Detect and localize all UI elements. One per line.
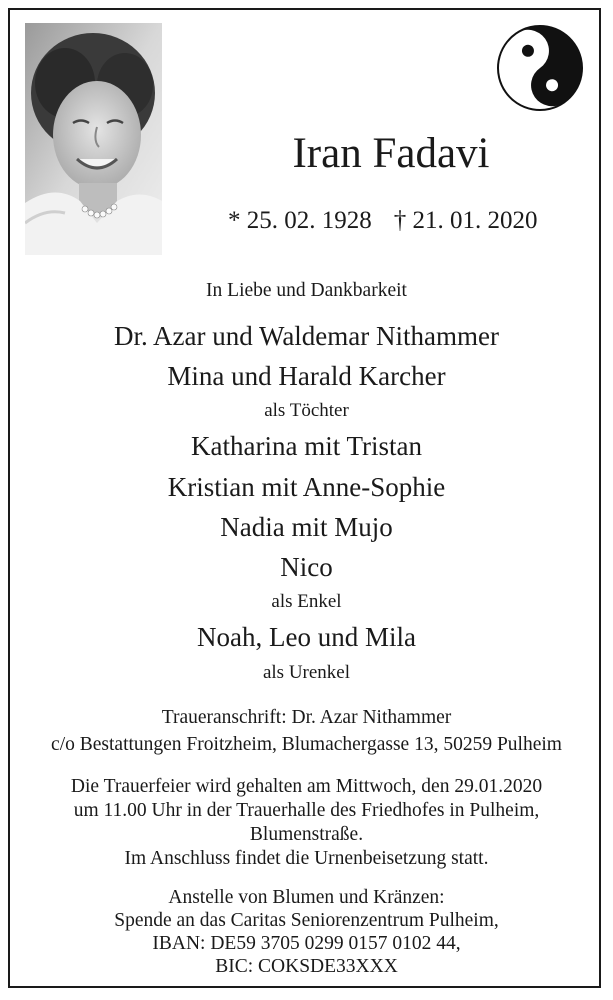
family-line: Kristian mit Anne-Sophie (167, 472, 446, 502)
family-line: Nico (280, 552, 333, 582)
family-line: Nadia mit Mujo (220, 512, 393, 542)
donation-line: Anstelle von Blumen und Kränzen: (168, 887, 445, 908)
ceremony-line: Blumenstraße. (249, 824, 364, 845)
family-line: Dr. Azar und Waldemar Nithammer (114, 321, 499, 351)
relation-label: als Enkel (271, 591, 342, 612)
intro-line: In Liebe und Dankbarkeit (206, 280, 407, 301)
ceremony-line: um 11.00 Uhr in der Trauerhalle des Friedhofes in Pulheim, (73, 800, 540, 821)
family-line: Katharina mit Tristan (191, 431, 422, 461)
deceased-name: Iran Fadavi (292, 130, 490, 177)
address-line: c/o Bestattungen Froitzheim, Blumachergasse 13, 50259 Pulheim (51, 734, 562, 755)
family-line: Mina und Harald Karcher (167, 361, 446, 391)
ceremony-line: Im Anschluss findet die Urnenbeisetzung statt. (124, 848, 489, 869)
address-line: Traueranschrift: Dr. Azar Nithammer (161, 707, 452, 728)
yin-yang-icon (485, 24, 595, 112)
death-date: † 21. 01. 2020 (393, 207, 538, 234)
donation-line: Spende an das Caritas Seniorenzentrum Pulheim, (114, 910, 499, 931)
relation-label: als Urenkel (262, 662, 351, 683)
life-dates (228, 206, 538, 236)
relation-label: als Töchter (264, 400, 349, 421)
donation-line: BIC: COKSDE33XXX (215, 956, 398, 977)
birth-date: * 25. 02. 1928 (228, 207, 372, 234)
ceremony-line: Die Trauerfeier wird gehalten am Mittwoch, den 29.01.2020 (70, 776, 543, 797)
family-line: Noah, Leo und Mila (197, 622, 416, 652)
donation-line: IBAN: DE59 3705 0299 0157 0102 44, (152, 933, 461, 954)
portrait-photo (25, 23, 162, 255)
